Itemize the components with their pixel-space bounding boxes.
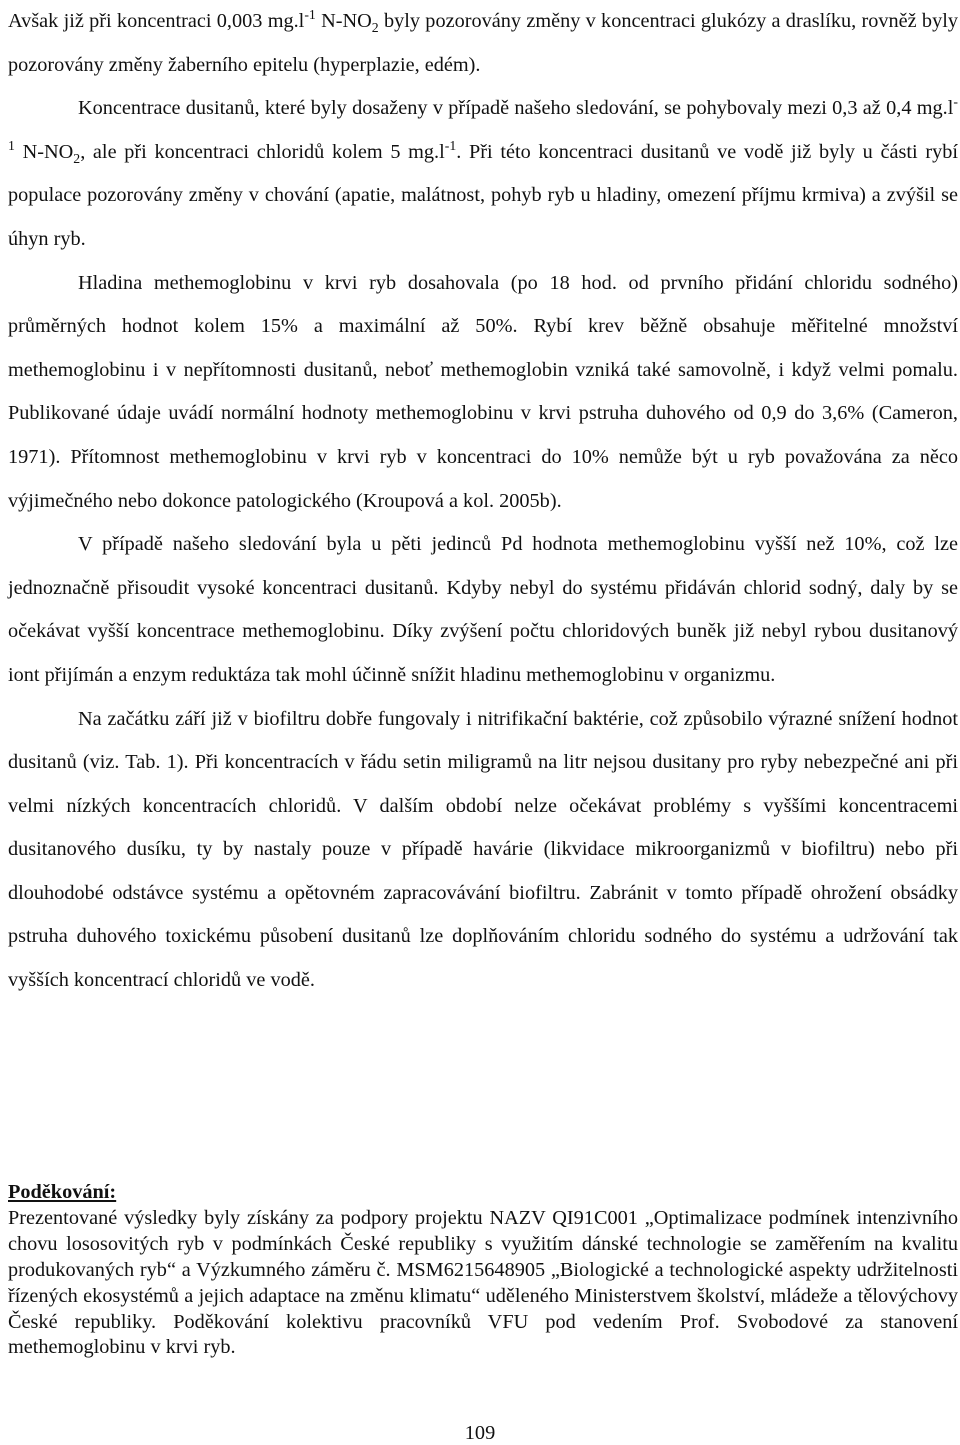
superscript: -1 [304,7,316,23]
document-page [8,0,958,1359]
paragraph-1-text-c: byly pozorovány změny v koncentraci glukózy a draslíku, rovněž byly pozorovány změny žaberního epitelu (hyperplazie, edém). [8,10,958,76]
superscript: -1 [8,94,958,154]
paragraph-1 [8,0,958,87]
page-number: 109 [464,1422,496,1444]
paragraph-3: Hladina methemoglobinu v krvi ryb dosahovala (po 18 hod. od prvního přidání chloridu sodného) průměrných hodnot kolem 15% a maximální až 50%. Rybí krev běžně obsahuje měřitelné množství methemoglobinu i v nepřítomnosti dusitanů, neboť methemoglobin vzniká také samovolně, i když velmi pomalu. Publikované údaje uvádí normální hodnoty methemoglobinu v krvi pstruha duhového od 0,9 do 3,6% (Cameron, 1971). Přítomnost methemoglobinu v krvi ryb v koncentraci do 10% nemůže být u ryb považována za něco výjimečného nebo dokonce patologického (Kroupová a kol. 2005b). [8,271,958,512]
paragraph-2-text-d: . Při této koncentraci dusitanů ve vodě již byly u části rybí populace pozorovány změny v chování (apatie, malátnost, pohyb ryb u hladiny, omezení příjmu krmiva) a zvýšil se úhyn ryb. [8,140,958,250]
paragraph-2-text-a: Koncentrace dusitanů, které byly dosaženy v případě našeho sledování, se pohybovaly mezi 0,3 až 0,4 mg.l [78,97,954,120]
paragraph-1-text-b: N-NO [315,10,372,32]
superscript: -1 [444,138,457,154]
paragraph-2-text-b: N-NO [14,140,74,163]
acknowledgement-body: Prezentované výsledky byly získány za podpory projektu NAZV QI91C001 „Optimalizace podmínek intenzivního chovu lososovitých ryb v podmínkách České republiky s využitím dánské technologie se zaměřením na kvalitu produkovaných ryb“ a Výzkumného záměru č. MSM6215648905 „Biologické a technologické aspekty udržitelnosti řízených ekosystémů a jejich adaptace na změnu klimatu“ uděleného Ministerstvem školství, mládeže a tělovýchovy České republiky. Poděkování kolektivu pracovníků VFU pod vedením Prof. Svobodové za stanovení methemoglobinu v krvi ryb. [8,1206,958,1359]
subscript: 2 [73,150,81,166]
main-text [8,0,958,1003]
paragraph-2 [8,87,958,261]
paragraph-4: V případě našeho sledování byla u pěti jedinců Pd hodnota methemoglobinu vyšší než 10%, což lze jednoznačně přisoudit vysoké koncentraci dusitanů. Kdyby nebyl do systému přidáván chlorid sodný, daly by se očekávat vyšší koncentrace methemoglobinu. Díky zvýšení počtu chloridových buněk již nebyl rybou dusitanový iont přijímán a enzym reduktáza tak mohl účinně snížit hladinu methemoglobinu v organizmu. [8,533,958,686]
paragraph-1-text-a: Avšak již při koncentraci 0,003 mg.l [8,10,305,32]
acknowledgement-section [8,1180,958,1361]
paragraph-5: Na začátku září již v biofiltru dobře fungovaly i nitrifikační baktérie, což způsobilo výrazné snížení hodnot dusitanů (viz. Tab. 1). Při koncentracích v řádu setin miligramů na litr nejsou dusitany pro ryby nebezpečné ani při velmi nízkých koncentracích chloridů. V dalším období nelze očekávat problémy s vyššími koncentracemi dusitanového dusíku, ty by nastaly pouze v případě havárie (likvidace mikroorganizmů v biofiltru) nebo při dlouhodobé odstávce systému a opětovném zapracovávání biofiltru. Zabránit v tomto případě ohrožení obsádky pstruha duhového toxickému působení dusitanů lze doplňováním chloridu sodného do systému a udržování tak vyšších koncentrací chloridů ve vodě. [8,707,958,992]
paragraph-2-text-c: , ale při koncentraci chloridů kolem 5 mg.l [80,140,445,163]
subscript: 2 [371,20,379,36]
acknowledgement-heading: Poděkování: [8,1181,117,1203]
